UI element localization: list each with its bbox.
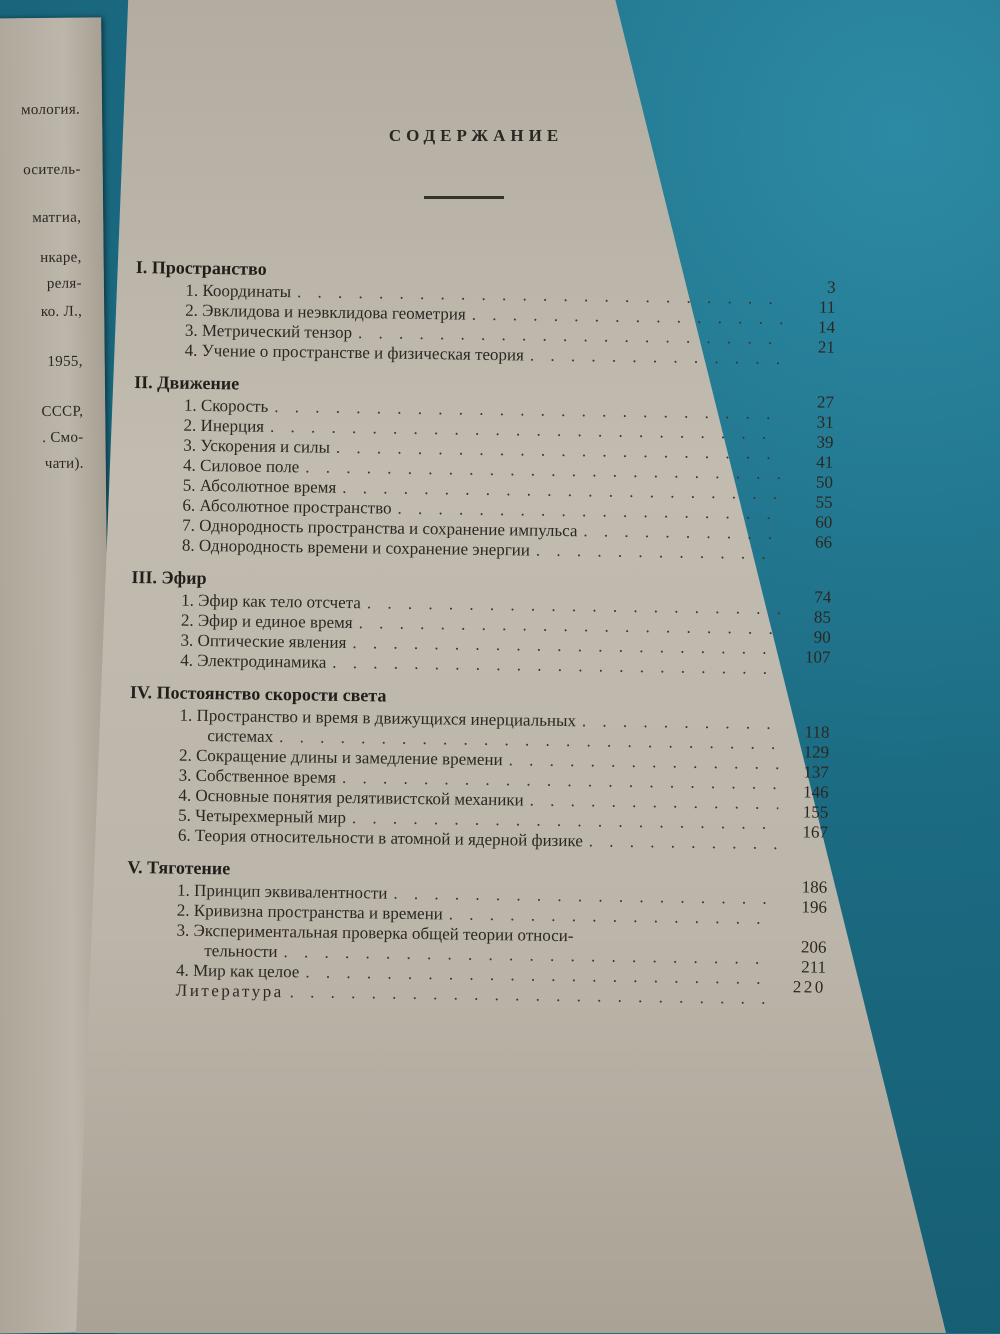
left-page-line: оситель- [23, 161, 81, 179]
entry-label: 6. Абсолютное пространство [182, 495, 392, 518]
entry-label: 7. Однородность пространства и сохранение импульса [182, 515, 578, 541]
entry-label: 4. Учение о пространстве и физическая теория [184, 340, 525, 365]
section-title: II. Движение [134, 371, 240, 394]
entry-label: 1. Пространство и время в движущихся инерциальных [179, 705, 577, 731]
page-number: 27 [816, 392, 835, 412]
page-number: 129 [803, 742, 830, 762]
leader-dots [582, 711, 780, 734]
left-page-line: нкаре, [40, 249, 82, 267]
entry-label: 2. Кривизна пространства и времени [176, 900, 443, 924]
entry-label: 4. Силовое поле [182, 455, 300, 477]
leader-dots [583, 521, 782, 544]
left-page-line: СССР, [41, 403, 84, 421]
entry-label: 1. Принцип эквивалентности [177, 880, 388, 903]
entry-label: 3. Собственное время [178, 765, 337, 787]
page-number: 137 [803, 762, 829, 782]
page-number: 66 [814, 532, 833, 552]
entry-label: 6. Теория относительности в атомной и ядерной физике [177, 825, 583, 851]
toc-section [126, 855, 828, 1010]
entry-label: 3. Метрический тензор [184, 320, 353, 343]
entry-label: 2. Инерция [183, 415, 265, 436]
left-page-line: ко. Л., [40, 303, 83, 321]
leader-dots [536, 541, 782, 564]
entry-label: 2. Сокращение длины и замедление времени [178, 745, 503, 770]
left-page-line: реля- [46, 275, 82, 292]
entry-label: Литература [175, 980, 284, 1002]
page-number: 74 [814, 587, 832, 607]
left-page-line: чати). [44, 455, 84, 472]
page-number: 146 [802, 782, 829, 802]
page-number: 118 [804, 722, 830, 742]
page-number: 220 [792, 977, 826, 997]
page-number: 50 [815, 472, 834, 492]
book-page-content [76, 0, 946, 1333]
entry-label: 5. Четырехмерный мир [178, 805, 347, 827]
entry-label: 5. Абсолютное время [182, 475, 337, 497]
section-title: III. Эфир [131, 566, 207, 589]
toc-section [128, 680, 830, 855]
page-number: 85 [813, 607, 832, 627]
page-number: 11 [818, 297, 836, 317]
entry-label: системах [207, 726, 274, 746]
page-number: 31 [816, 412, 834, 432]
entry-label: 2. Эфир и единое время [180, 610, 353, 633]
leader-dots [589, 831, 778, 854]
leader-dots [530, 346, 785, 370]
entry-label: 1. Эфир как тело отсчета [181, 590, 362, 613]
page-number: 155 [802, 802, 829, 822]
page-number: 90 [813, 627, 831, 647]
toc-section [130, 565, 831, 680]
page-number: 60 [815, 512, 833, 532]
entry-label: 8. Однородность времени и сохранение энергии [181, 535, 531, 560]
page-number: 107 [804, 647, 831, 667]
section-title: IV. Постоянство скорости света [129, 681, 387, 706]
page-number: 41 [816, 452, 834, 472]
entry-label: 4. Основные понятия релятивистской механики [178, 785, 524, 810]
page-number: 14 [817, 317, 836, 337]
toc-section [135, 255, 836, 370]
page-number: 55 [815, 492, 833, 512]
page-number: 3 [826, 277, 836, 297]
page-number [786, 717, 830, 718]
left-page-line: матгиа, [32, 209, 82, 227]
page-number: 211 [801, 957, 827, 977]
contents-heading: СОДЕРЖАНИЕ [388, 126, 564, 145]
entry-label: 2. Эвклидова и неэвклидова геометрия [185, 300, 466, 324]
page-number: 186 [801, 877, 828, 897]
entry-label: 1. Скорость [183, 395, 269, 416]
entry-label: 3. Оптические явления [180, 630, 347, 652]
page-number [574, 929, 618, 930]
left-page-line: . Смо- [42, 429, 84, 447]
left-page-line: мология. [20, 101, 81, 119]
left-page-line: 1955, [47, 353, 83, 370]
toc-section [132, 370, 835, 565]
entry-label: 4. Электродинамика [180, 650, 327, 672]
table-of-contents [126, 255, 836, 1010]
entry-label: 3. Ускорения и силы [183, 435, 331, 457]
page-number: 39 [816, 432, 834, 452]
page-number: 206 [800, 937, 827, 957]
heading-rule [424, 196, 504, 199]
section-title: I. Пространство [135, 256, 267, 279]
page-number: 167 [802, 822, 829, 842]
entry-label: тельности [204, 941, 278, 962]
entry-label: 1. Координаты [185, 280, 292, 302]
page-number: 196 [801, 897, 828, 917]
section-title: V. Тяготение [127, 856, 231, 879]
entry-label: 4. Мир как целое [175, 960, 300, 982]
entry-label: 3. Экспериментальная проверка общей теории относи- [176, 920, 574, 946]
page-number: 21 [817, 337, 835, 357]
